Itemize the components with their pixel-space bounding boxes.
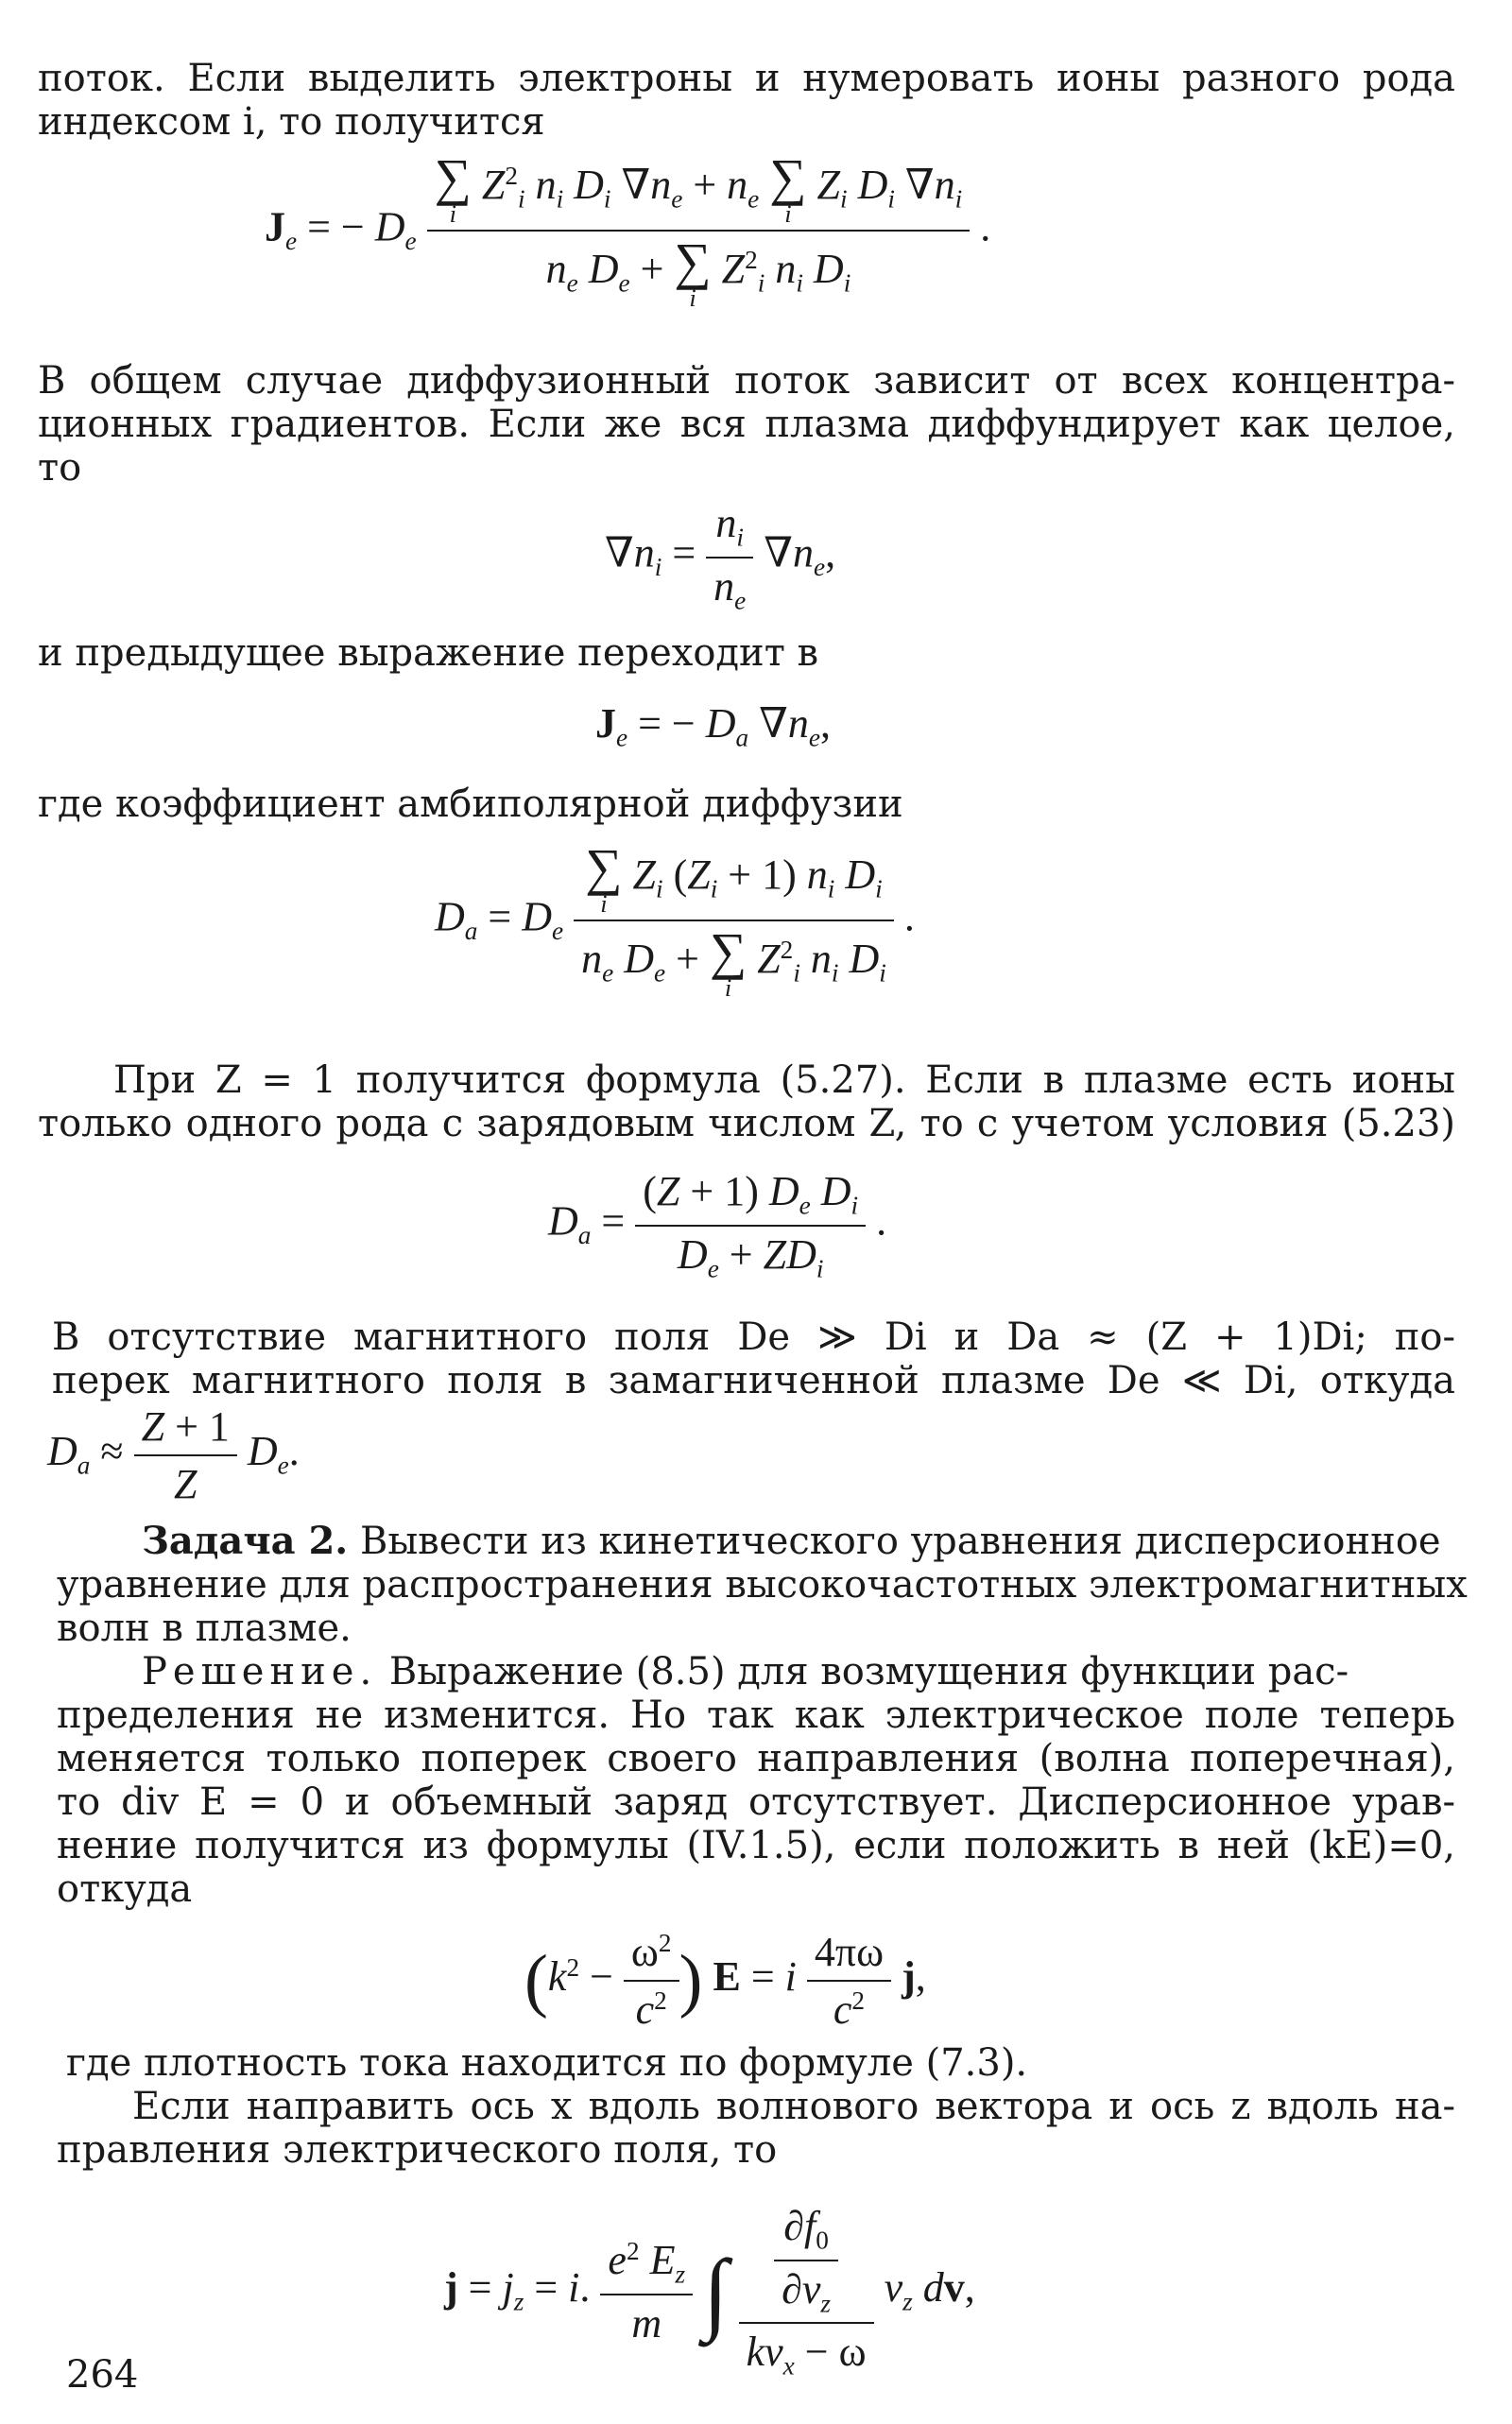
equation-da-single-ion: $D_a$ = $\frac{(Z + 1) D_e D_i}{D_e + ZD_i}$ . [548, 1168, 887, 1283]
para2-line2: ционных градиентов. Если же вся плазма диффундирует как целое, [38, 403, 1455, 446]
equation-grad-ni: $\nabla n_i$ = $\frac{n_i}{n_e}$ $\nabla n_e$, [605, 500, 836, 615]
task-text-line2: уравнение для распространения высокочастотных электромагнитных [57, 1563, 1468, 1607]
solution-label: Решение. [142, 1650, 378, 1693]
para4: где коэффициент амбиполярной диффузии [38, 782, 903, 826]
task-text-line1: Вывести из кинетического уравнения дисперсионное [359, 1520, 1441, 1563]
para5-line2: только одного рода с зарядовым числом Z, то с учетом условия (5.23) [38, 1102, 1455, 1145]
para8-line1: Если направить ось x вдоль волнового вектора и ось z вдоль на- [132, 2085, 1455, 2128]
para7: где плотность тока находится по формуле (7.3). [66, 2041, 1028, 2085]
solution-line6: откуда [57, 1867, 193, 1911]
equation-da-general: $D_a = D_e$ ∑ i $Z_i$ $(Z_i + 1)$ $n_i$ $D_i$ $n_e$ $D_e$ + ∑ i $Z^2_i$ $n_i$ $D_i$ . [435, 838, 915, 1003]
equation-da-magnetized: $D_a$ ≈ $\frac{Z + 1}{Z}$ $D_e$. [47, 1403, 300, 1507]
equation-je-full: $J_e$ = − $D_e$ ∑ i $Z^2_i$ $n_i$ $D_i$ $\nabla n_e + n_e$ ∑ i $Z_i$ $D_i$ $\nabla n_i$ $n_e$ $D_e$ + ∑ i $Z^2_i$ $n_i$ $D_i$ . [265, 148, 991, 313]
solution-line4: то div E = 0 и объемный заряд отсутствует. Дисперсионное урав- [57, 1780, 1455, 1824]
page-number: 264 [66, 2353, 139, 2397]
para6-line2: перек магнитного поля в замагниченной плазме De ≪ Di, откуда [52, 1359, 1455, 1402]
solution-heading [142, 1650, 1349, 1693]
solution-line2: пределения не изменится. Но так как электрическое поле теперь [57, 1693, 1455, 1737]
para2-line1: В общем случае диффузионный поток зависит от всех концентра- [38, 359, 1455, 403]
para5-line1: При Z = 1 получится формула (5.27). Если в плазме есть ионы [113, 1058, 1455, 1102]
solution-line5: нение получится из формулы (IV.1.5), если положить в ней (kE)=0, [57, 1824, 1455, 1867]
para1-line2: индексом i, то получится [38, 100, 545, 144]
para8-line2: правления электрического поля, то [57, 2128, 778, 2172]
para3: и предыдущее выражение переходит в [38, 631, 819, 675]
task-text-line3: волн в плазме. [57, 1607, 352, 1650]
solution-line1: Выражение (8.5) для возмущения функции рас- [388, 1650, 1349, 1693]
equation-je-ambipolar: $J_e$ = − $D_a$ $\nabla n_e$, [595, 700, 832, 752]
je-fraction: ∑ i $Z^2_i$ $n_i$ $D_i$ $\nabla n_e + n_e$ ∑ i $Z_i$ $D_i$ $\nabla n_i$ $n_e$ $D_e$ + ∑ i $Z^2_i$ $n_i$ $D_i$ [427, 151, 971, 311]
para6-line1: В отсутствие магнитного поля De ≫ Di и Da ≈ (Z + 1)Di; по- [52, 1315, 1455, 1359]
para1-line1: поток. Если выделить электроны и нумеровать ионы разного рода [38, 57, 1455, 100]
equation-dispersion: ($k^2$ − $\frac{\omega^2}{c^2}$ ) E = i $\frac{4\pi\omega}{c^2}$ j, [524, 1929, 926, 2033]
solution-line3: меняется только поперек своего направления (волна поперечная), [57, 1737, 1455, 1780]
task-heading [142, 1520, 1441, 1563]
para2-line3: то [38, 446, 82, 490]
task-label: Задача 2. [142, 1519, 349, 1563]
equation-current: $j = j_z = i$. $\frac{e^2 E_z}{m}$ ∫ $\frac{\frac{\partial f_0}{\partial v_z}}{kv_x - \omega}$ $v_z$ dv, [444, 2203, 975, 2381]
